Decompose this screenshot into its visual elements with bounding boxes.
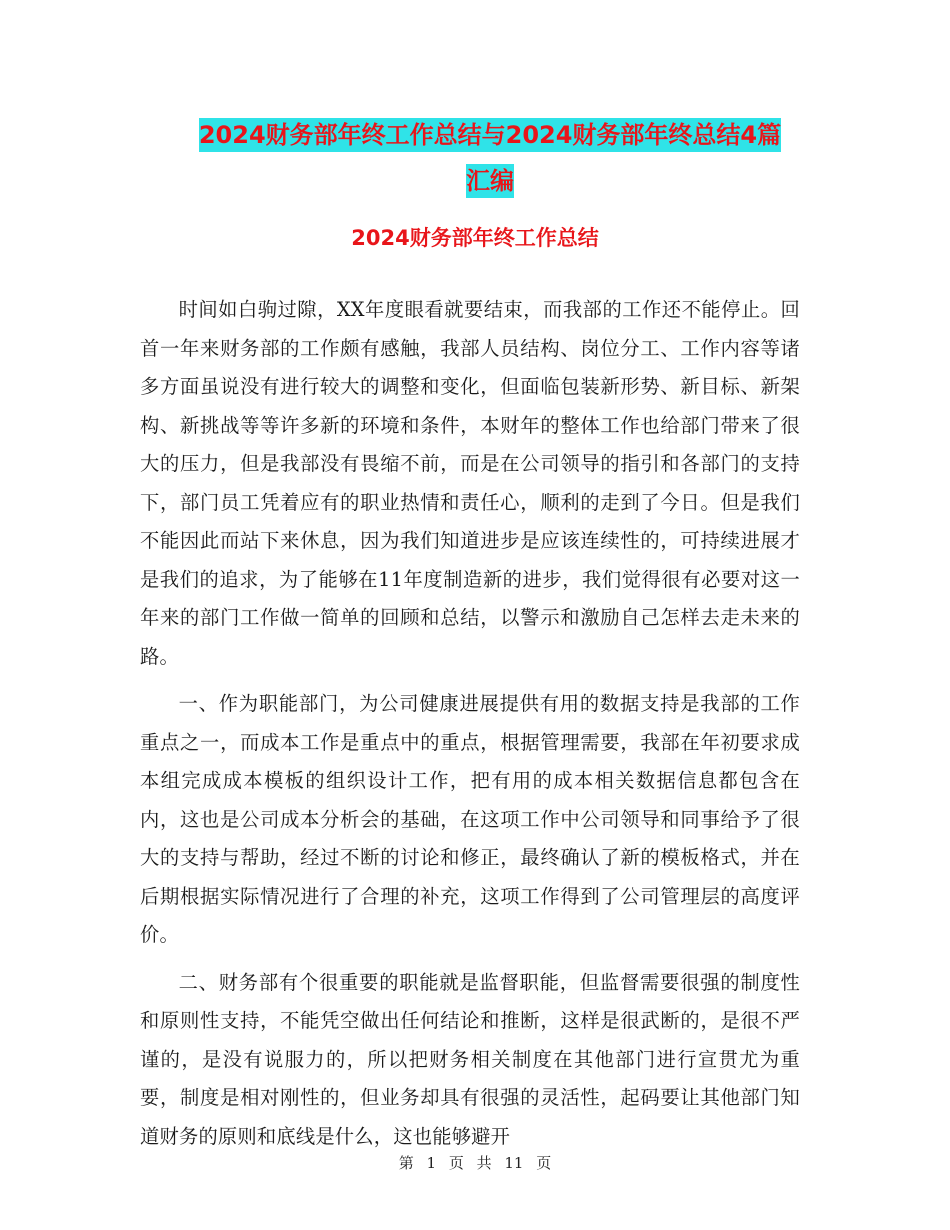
paragraph-point-1: 一、作为职能部门，为公司健康进展提供有用的数据支持是我部的工作重点之一，而成本工作是重点中的重点，根据管理需要，我部在年初要求成本组完成成本模板的组织设计工作，把有用的成本相关数据信息都包含在内，这也是公司成本分析会的基础，在这项工作中公司领导和同事给予了很大的支持与帮助，经过不断的讨论和修正，最终确认了新的模板格式，并在后期根据实际情况进行了合理的补充，这项工作得到了公司管理层的高度评价。 xyxy=(140,692,800,946)
document-title-line-2: 汇编 xyxy=(466,164,514,198)
section-heading: 2024财务部年终工作总结 xyxy=(351,226,599,250)
document-body xyxy=(140,291,800,1156)
paragraph-point-2: 二、财务部有个很重要的职能就是监督职能，但监督需要很强的制度性和原则性支持，不能凭空做出任何结论和推断，这样是很武断的，是很不严谨的，是没有说服力的，所以把财务相关制度在其他部门进行宣贯尤为重要，制度是相对刚性的，但业务却具有很强的灵活性，起码要让其他部门知道财务的原则和底线是什么，这也能够避开 xyxy=(140,970,800,1148)
document-title-line-1: 2024财务部年终工作总结与2024财务部年终总结4篇 xyxy=(199,118,781,152)
page-footer: 第 1 页 共 11 页 xyxy=(398,1154,552,1172)
document-title xyxy=(140,112,840,204)
paragraph-intro: 时间如白驹过隙，XX年度眼看就要结束，而我部的工作还不能停止。回首一年来财务部的工作颇有感触，我部人员结构、岗位分工、工作内容等诸多方面虽说没有进行较大的调整和变化，但面临包装新形势、新目标、新架构、新挑战等等许多新的环境和条件，本财年的整体工作也给部门带来了很大的压力，但是我部没有畏缩不前，而是在公司领导的指引和各部门的支持下，部门员工凭着应有的职业热情和责任心，顺利的走到了今日。但是我们不能因此而站下来休息，因为我们知道进步是应该连续性的，可持续进展才是我们的追求，为了能够在11年度制造新的进步，我们觉得很有必要对这一年来的部门工作做一简单的回顾和总结，以警示和激励自己怎样去走未来的路。 xyxy=(140,298,800,668)
